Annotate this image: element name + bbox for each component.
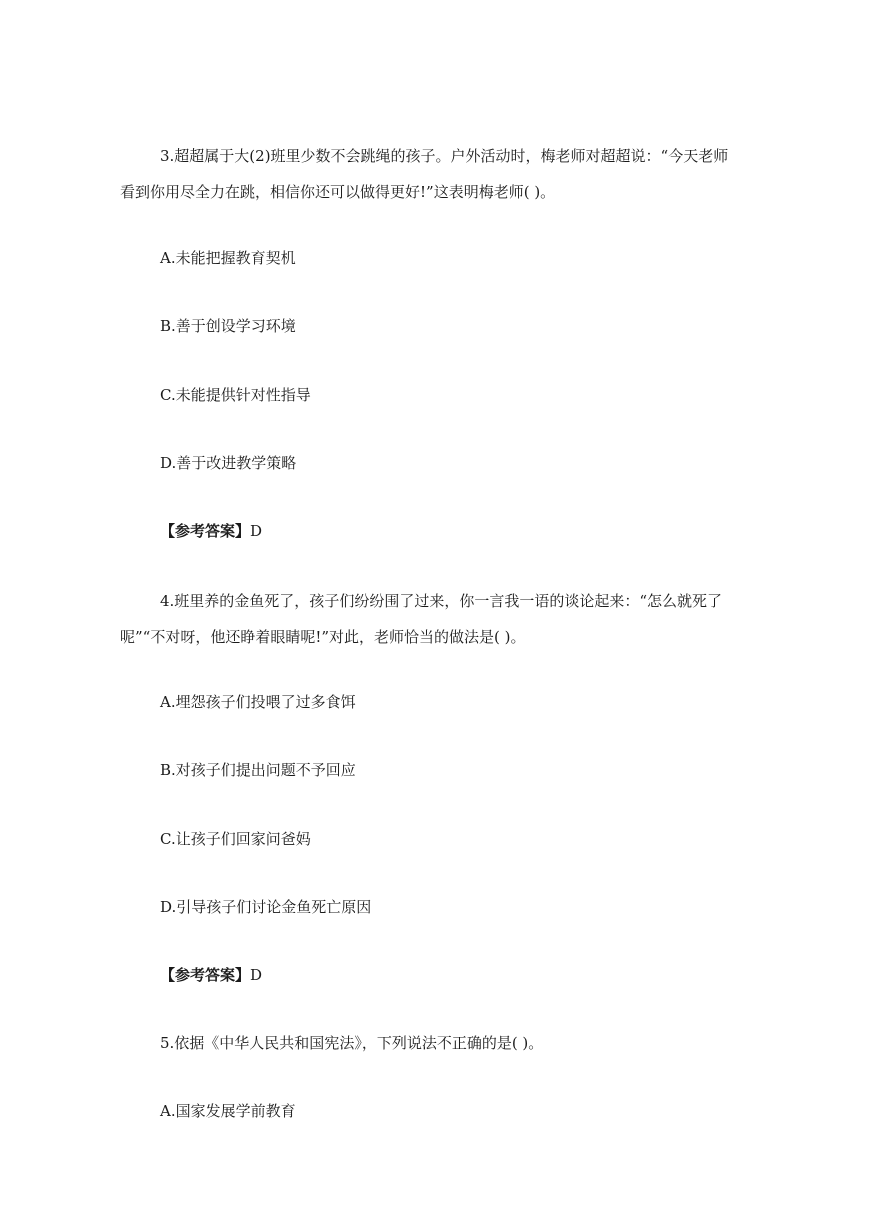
question-5-stem: 5.依据《中华人民共和国宪法》，下列说法不正确的是( )。	[160, 1034, 544, 1052]
question-3-option-b: B.善于创设学习环境	[160, 317, 296, 335]
question-3-option-d: D.善于改进教学策略	[160, 454, 297, 472]
answer-value: D	[250, 966, 263, 984]
question-4-stem	[120, 583, 780, 655]
answer-value: D	[250, 522, 263, 540]
question-3-option-a: A.未能把握教育契机	[160, 249, 296, 267]
question-3-stem	[120, 138, 780, 210]
answer-label: 【参考答案】	[160, 966, 251, 984]
question-4-answer	[160, 965, 262, 985]
question-3-stem-line1: 3.超超属于大(2)班里少数不会跳绳的孩子。户外活动时，梅老师对超超说：“今天老师	[160, 147, 729, 165]
answer-label: 【参考答案】	[160, 522, 251, 540]
question-3-stem-line2: 看到你用尽全力在跳，相信你还可以做得更好!”这表明梅老师( )。	[120, 183, 556, 201]
question-4-option-c: C.让孩子们回家问爸妈	[160, 830, 311, 848]
question-4-option-a: A.埋怨孩子们投喂了过多食饵	[160, 693, 356, 711]
question-4-option-b: B.对孩子们提出问题不予回应	[160, 761, 356, 779]
question-4-stem-line2: 呢”“不对呀，他还睁着眼睛呢!”对此，老师恰当的做法是( )。	[120, 628, 526, 646]
question-3-option-c: C.未能提供针对性指导	[160, 386, 311, 404]
question-4-option-d: D.引导孩子们讨论金鱼死亡原因	[160, 898, 372, 916]
question-5-option-a: A.国家发展学前教育	[160, 1102, 296, 1120]
question-4-stem-line1: 4.班里养的金鱼死了，孩子们纷纷围了过来，你一言我一语的谈论起来：“怎么就死了	[160, 592, 722, 610]
question-3-answer	[160, 521, 262, 541]
